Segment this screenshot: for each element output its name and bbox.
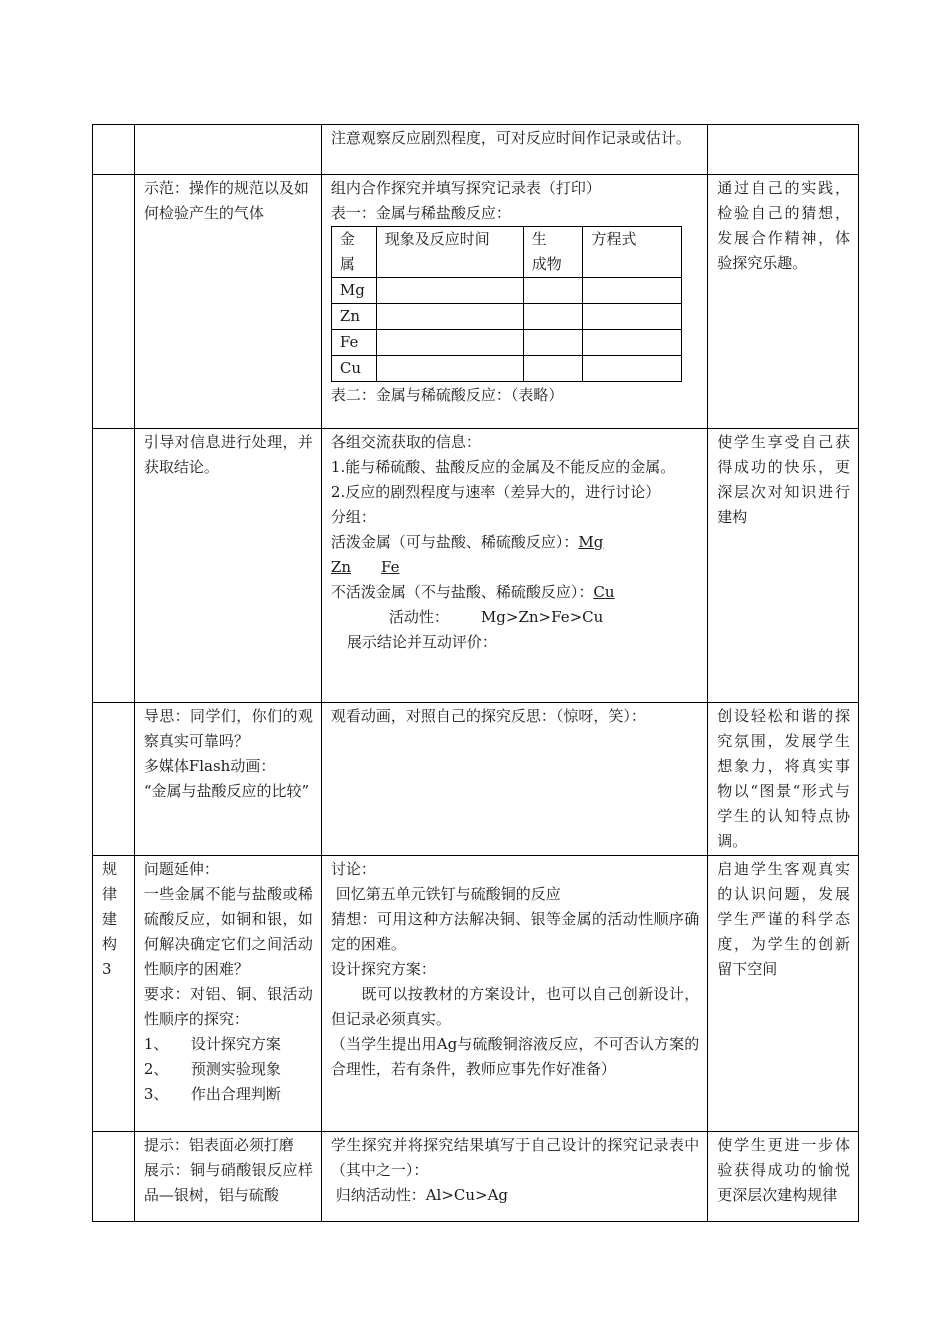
text-line: 一些金属不能与盐酸或稀硫酸反应，如铜和银，如何解决确定它们之间活动性顺序的困难？ (143, 885, 313, 978)
table-row (93, 1132, 859, 1222)
design-intent-cell (708, 125, 859, 175)
text-line: “金属与盐酸反应的比较” (143, 782, 310, 800)
text-line: 示范：操作的规范以及如何检验产生的气体 (143, 179, 309, 222)
header-cell: 方程式 (583, 227, 681, 278)
text-line: 使学生更进一步体验获得成功的愉悦更深层次建构规律 (717, 1136, 850, 1204)
text-line: 表二：金属与稀硫酸反应：（表略） (330, 386, 564, 404)
text-line: 通过自己的实践，检验自己的猜想，发展合作精神，体验探究乐趣。 (717, 179, 850, 272)
text-line: 1.能与稀硫酸、盐酸反应的金属及不能反应的金属。 (330, 458, 676, 476)
stage-cell (93, 429, 135, 703)
student-activity-cell (321, 125, 707, 175)
teacher-activity-cell (134, 1132, 321, 1222)
text-line: 2.反应的剧烈程度与速率（差异大的，进行讨论） (330, 483, 661, 501)
design-intent-cell (708, 703, 859, 856)
header-cell: 生 成物 (523, 227, 583, 278)
text-line: 引导对信息进行处理，并获取结论。 (143, 433, 313, 476)
lesson-plan-table (92, 124, 859, 1222)
student-activity-cell (321, 1132, 707, 1222)
empty-cell (523, 330, 583, 356)
metal-cell: Zn (331, 304, 376, 330)
empty-cell (376, 304, 523, 330)
text-line: 多媒体Flash动画： (143, 757, 276, 775)
text-line: 组内合作探究并填写探究记录表（打印） (330, 179, 601, 197)
text-line: 回忆第五单元铁钉与硫酸铜的反应 (330, 885, 561, 903)
active-metals-line (331, 530, 699, 580)
inactive-metals-line (331, 580, 699, 605)
text-line: 1、 设计探究方案 (143, 1035, 281, 1053)
text-line: 展示：铜与硝酸银反应样品—银树，铝与硫酸 (143, 1161, 313, 1204)
teacher-activity-cell (134, 856, 321, 1132)
empty-cell (523, 278, 583, 304)
text-line: 展示结论并互动评价： (346, 633, 497, 651)
metal-symbol: Cu (593, 583, 615, 601)
empty-cell (376, 278, 523, 304)
student-activity-cell (321, 856, 707, 1132)
text-line: 表一：金属与稀盐酸反应： (330, 204, 511, 222)
activity-label: 活动性： (388, 608, 449, 626)
text-line: 3、 作出合理判断 (143, 1085, 281, 1103)
active-metals-label: 活泼金属（可与盐酸、稀硫酸反应）： (330, 533, 579, 551)
text-line: 观看动画，对照自己的探究反思：（惊呀，笑）： (330, 707, 646, 725)
text-line: 启迪学生客观真实的认识问题，发展学生严谨的科学态度，为学生的创新留下空间 (717, 860, 850, 978)
metal-cell: Mg (331, 278, 376, 304)
activity-order-line (331, 605, 699, 630)
metal-symbol: Mg (578, 533, 604, 551)
empty-cell (376, 330, 523, 356)
design-intent-cell (708, 175, 859, 429)
text-line: 猜想：可用这种方法解决铜、银等金属的活动性顺序确定的困难。 (330, 910, 700, 953)
stage-cell: 规律建构3 (93, 856, 135, 1132)
inactive-metals-label: 不活泼金属（不与盐酸、稀硫酸反应）： (330, 583, 594, 601)
stage-cell (93, 175, 135, 429)
record-table-1 (331, 226, 682, 382)
text-line: 分组： (330, 508, 376, 526)
table-row (331, 356, 681, 382)
text-line: 创设轻松和谐的探究氛围，发展学生想象力，将真实事物以“图景“形式与学生的认知特点协调。 (717, 707, 850, 850)
teacher-activity-cell (134, 429, 321, 703)
design-intent-cell (708, 856, 859, 1132)
empty-cell (523, 356, 583, 382)
metal-cell: Cu (331, 356, 376, 382)
text-line: 使学生享受自己获得成功的快乐，更深层次对知识进行建构 (717, 433, 850, 526)
stage-cell (93, 1132, 135, 1222)
stage-cell (93, 125, 135, 175)
text-line: 注意观察反应剧烈程度，可对反应时间作记录或估计。 (330, 129, 691, 147)
stage-cell (93, 703, 135, 856)
metal-symbol: Zn (330, 558, 351, 576)
text-line: 2、 预测实验现象 (143, 1060, 281, 1078)
teacher-activity-cell (134, 125, 321, 175)
text-line: 问题延伸： (143, 860, 219, 878)
table-row (93, 429, 859, 703)
teacher-activity-cell (134, 703, 321, 856)
empty-cell (523, 304, 583, 330)
text-line: 提示：铝表面必须打磨 (143, 1136, 294, 1154)
empty-cell (583, 356, 681, 382)
text-line: 导思：同学们，你们的观察真实可靠吗？ (143, 707, 313, 750)
table-row (331, 304, 681, 330)
table-row (331, 227, 681, 278)
header-cell: 现象及反应时间 (376, 227, 523, 278)
text-line: 各组交流获取的信息： (330, 433, 481, 451)
design-intent-cell (708, 1132, 859, 1222)
text-line: 要求：对铝、铜、银活动性顺序的探究： (143, 985, 313, 1028)
metal-cell: Fe (331, 330, 376, 356)
header-cell: 金属 (331, 227, 376, 278)
text-line: （当学生提出用Ag与硫酸铜溶液反应，不可否认方案的合理性，若有条件，教师应事先作好准备） (330, 1035, 700, 1078)
design-intent-cell (708, 429, 859, 703)
text-line: 讨论： (330, 860, 376, 878)
student-activity-cell (321, 175, 707, 429)
empty-cell (583, 330, 681, 356)
table-row (93, 703, 859, 856)
student-activity-cell (321, 429, 707, 703)
table-row (331, 278, 681, 304)
text-line: 设计探究方案： (330, 960, 436, 978)
table-row (93, 175, 859, 429)
table-row (331, 330, 681, 356)
empty-cell (583, 304, 681, 330)
text-line: 学生探究并将探究结果填写于自己设计的探究记录表中（其中之一）： (330, 1136, 700, 1179)
table-row (93, 125, 859, 175)
text-line: 归纳活动性：Al>Cu>Ag (330, 1186, 509, 1204)
activity-value: Mg>Zn>Fe>Cu (480, 608, 604, 626)
text-line: 既可以按教材的方案设计，也可以自己创新设计，但记录必须真实。 (330, 985, 700, 1028)
student-activity-cell (321, 703, 707, 856)
table-row (93, 856, 859, 1132)
teacher-activity-cell (134, 175, 321, 429)
metal-symbol: Fe (381, 558, 400, 576)
empty-cell (376, 356, 523, 382)
empty-cell (583, 278, 681, 304)
